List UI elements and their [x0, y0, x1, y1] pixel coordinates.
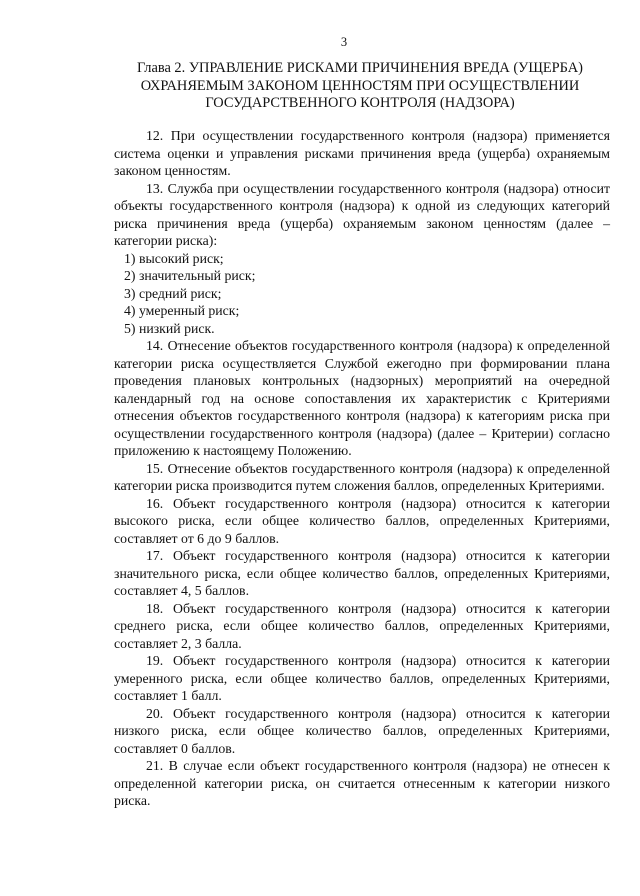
- paragraph-14: 14. Отнесение объектов государственного контроля (надзора) к определенной категории риска осуществляется Службой ежегодно при формировании плана проведения плановых контрольных (надзорных) мероприятий на очередной календарный год на основе сопоставления их характеристик с Критериями отнесения объектов государственного контроля (надзора) к категориям риска при осуществлении государственного контроля (надзора) (далее – Критерии) согласно приложению к настоящему Положению.: [114, 338, 610, 458]
- document-body: [114, 127, 610, 810]
- paragraph-18: 18. Объект государственного контроля (надзора) относится к категории среднего риска, если общее количество баллов, определенных Критериями, составляет 2, 3 балла.: [114, 600, 610, 651]
- paragraph-19: 19. Объект государственного контроля (надзора) относится к категории умеренного риска, если общее количество баллов, определенных Критериями, составляет 1 балл.: [114, 653, 610, 703]
- risk-category-item-5: 5) низкий риск.: [124, 320, 215, 336]
- page-number: 3: [340, 35, 348, 49]
- paragraph-15: 15. Отнесение объектов государственного контроля (надзора) к определенной категории риска производится путем сложения баллов, определенных Критериями.: [114, 460, 610, 493]
- chapter-heading-line-2: ОХРАНЯЕМЫМ ЗАКОНОМ ЦЕННОСТЯМ ПРИ ОСУЩЕСТВЛЕНИИ: [140, 77, 580, 94]
- risk-category-item-1: 1) высокий риск;: [124, 250, 224, 266]
- chapter-heading-line-1: Глава 2. УПРАВЛЕНИЕ РИСКАМИ ПРИЧИНЕНИЯ ВРЕДА (УЩЕРБА): [137, 60, 583, 76]
- paragraph-12: 12. При осуществлении государственного контроля (надзора) применяется система оценки и управления рисками причинения вреда (ущерба) охраняемым законом ценностям.: [114, 128, 610, 178]
- paragraph-13: 13. Служба при осуществлении государственного контроля (надзора) относит объекты государственного контроля (надзора) к одной из следующих категорий риска причинения вреда (ущерба) охраняемым законом ценностям (далее – категории риска):: [114, 180, 610, 248]
- risk-category-item-3: 3) средний риск;: [124, 285, 222, 301]
- paragraph-20: 20. Объект государственного контроля (надзора) относится к категории низкого риска, если общее количество баллов, определенных Критериями, составляет 0 баллов.: [114, 705, 610, 756]
- chapter-heading-line-3: ГОСУДАРСТВЕННОГО КОНТРОЛЯ (НАДЗОРА): [205, 95, 515, 112]
- paragraph-17: 17. Объект государственного контроля (надзора) относится к категории значительного риска, если общее количество баллов, определенных Критериями, составляет 4, 5 баллов.: [114, 548, 610, 598]
- chapter-heading: [104, 60, 616, 113]
- risk-category-item-2: 2) значительный риск;: [124, 268, 256, 283]
- risk-category-item-4: 4) умеренный риск;: [124, 303, 240, 318]
- paragraph-16: 16. Объект государственного контроля (надзора) относится к категории высокого риска, если общее количество баллов, определенных Критериями, составляет от 6 до 9 баллов.: [114, 495, 610, 546]
- paragraph-21: 21. В случае если объект государственного контроля (надзора) не отнесен к определенной категории риска, он считается отнесенным к категории низкого риска.: [114, 758, 610, 808]
